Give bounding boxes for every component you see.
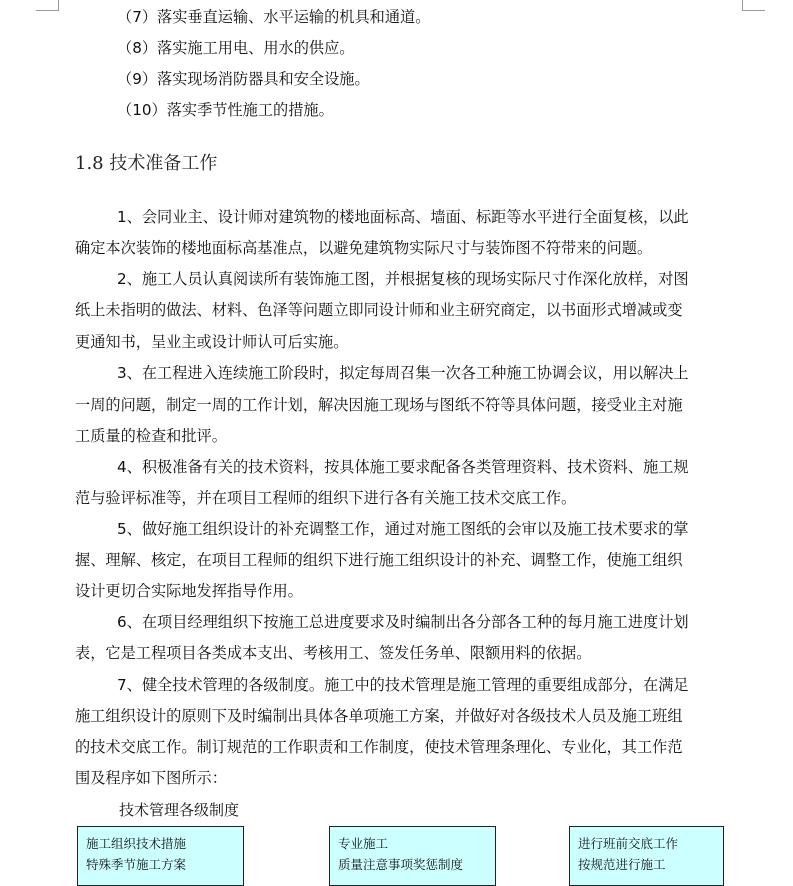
list-item: （10）落实季节性施工的措施。	[117, 101, 334, 119]
diagram-box-line: 按规范进行施工	[578, 857, 666, 872]
page-corner-mark-top-left	[36, 0, 59, 11]
paragraph-line: 一周的问题，制定一周的工作计划，解决因施工现场与图纸不符等具体问题，接受业主对施	[75, 396, 683, 414]
paragraph-line: 6、在项目经理组织下按施工总进度要求及时编制出各分部各工种的每月施工进度计划	[117, 613, 689, 631]
paragraph-line: 表，它是工程项目各类成本支出、考核用工、签发任务单、限额用料的依据。	[75, 644, 592, 662]
paragraph-line: 4、积极准备有关的技术资料，按具体施工要求配备各类管理资料、技术资料、施工规	[117, 458, 689, 476]
paragraph-line: 2、施工人员认真阅读所有装饰施工图，并根据复核的现场实际尺寸作深化放样，对图	[117, 270, 689, 288]
diagram-box-line: 进行班前交底工作	[578, 836, 679, 851]
diagram-box-pre-shift-briefing	[569, 826, 724, 886]
diagram-box-line: 专业施工	[338, 836, 389, 851]
paragraph-line: 握、理解、核定，在项目工程师的组织下进行施工组织设计的补充、调整工作，使施工组织	[75, 551, 683, 569]
paragraph-line: 7、健全技术管理的各级制度。施工中的技术管理是施工管理的重要组成部分，在满足	[117, 676, 689, 694]
diagram-box-line: 质量注意事项奖惩制度	[338, 857, 464, 872]
paragraph-line: 围及程序如下图所示：	[75, 769, 227, 787]
section-heading: 1.8 技术准备工作	[75, 153, 218, 174]
paragraph-line: 的技术交底工作。制订规范的工作职责和工作制度，使技术管理条理化、专业化，其工作范	[75, 738, 683, 756]
paragraph-line: 1、会同业主、设计师对建筑物的楼地面标高、墙面、标距等水平进行全面复核，以此	[117, 208, 689, 226]
diagram-title: 技术管理各级制度	[119, 801, 240, 819]
paragraph-line: 5、做好施工组织设计的补充调整工作，通过对施工图纸的会审以及施工技术要求的掌	[117, 520, 689, 538]
diagram-box-construction-measures	[77, 826, 244, 886]
paragraph-line: 3、在工程进入连续施工阶段时，拟定每周召集一次各工种施工协调会议，用以解决上	[117, 364, 689, 382]
diagram-box-line: 特殊季节施工方案	[86, 857, 187, 872]
paragraph-line: 更通知书，呈业主或设计师认可后实施。	[75, 333, 349, 351]
paragraph-line: 确定本次装饰的楼地面标高基准点，以避免建筑物实际尺寸与装饰图不符带来的问题。	[75, 239, 653, 257]
paragraph-line: 施工组织设计的原则下及时编制出具体各单项施工方案，并做好对各级技术人员及施工班组	[75, 707, 683, 725]
list-item: （7）落实垂直运输、水平运输的机具和通道。	[117, 8, 431, 26]
diagram-box-line: 施工组织技术措施	[86, 836, 187, 851]
list-item: （8）落实施工用电、用水的供应。	[117, 39, 355, 57]
paragraph-line: 设计更切合实际地发挥指导作用。	[75, 582, 303, 600]
paragraph-line: 范与验评标准等，并在项目工程师的组织下进行各有关施工技术交底工作。	[75, 489, 577, 507]
list-item: （9）落实现场消防器具和安全设施。	[117, 70, 370, 88]
paragraph-line: 纸上未指明的做法、材料、色泽等问题立即同设计师和业主研究商定，以书面形式增减或变	[75, 301, 683, 319]
diagram-box-specialized-construction	[329, 826, 496, 886]
paragraph-line: 工质量的检查和批评。	[75, 427, 227, 445]
